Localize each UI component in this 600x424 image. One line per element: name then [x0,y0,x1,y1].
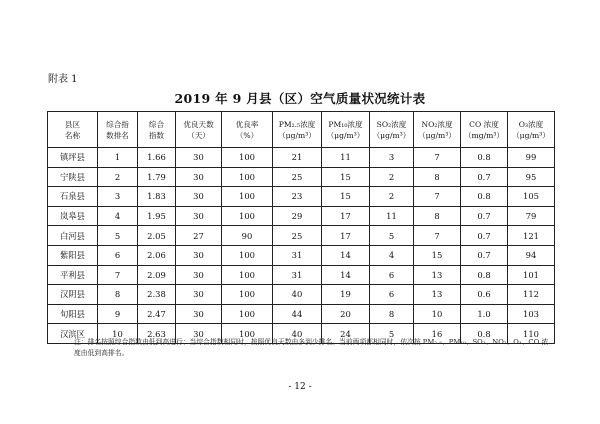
table-cell: 100 [222,324,273,344]
table-cell: 14 [322,245,370,265]
column-header-line: CO 浓度 [469,119,499,129]
table-cell: 5 [370,226,414,246]
table-cell: 103 [508,304,555,324]
table-row [48,206,555,226]
table-row [48,226,555,246]
column-header-line: （μg/m³） [512,130,550,140]
table-cell: 2 [370,167,414,187]
table-cell: 1.79 [138,167,176,187]
table-cell: 30 [176,148,222,168]
table-cell: 31 [273,265,322,285]
column-header-line: （μg/m³） [278,130,316,140]
county-name-cell: 岚皋县 [48,206,98,226]
column-header [508,112,555,148]
table-cell: 9 [98,304,138,324]
table-cell: 1.95 [138,206,176,226]
table-cell: 1.83 [138,187,176,207]
table-cell: 100 [222,148,273,168]
table-cell: 1.66 [138,148,176,168]
column-header-line: （mg/m³） [463,130,505,140]
table-cell: 100 [222,206,273,226]
column-header [370,112,414,148]
appendix-label: 附表 1 [48,74,78,85]
table-cell: 30 [176,245,222,265]
table-cell: 23 [273,187,322,207]
column-header [48,112,98,148]
column-header [461,112,508,148]
table-cell: 30 [176,324,222,344]
table-cell: 8 [98,285,138,305]
table-cell: 30 [176,285,222,305]
column-header-line: （μg/m³） [326,130,365,140]
table-cell: 11 [370,206,414,226]
table-cell: 21 [273,148,322,168]
table-cell: 2 [370,187,414,207]
table-cell: 8 [414,167,461,187]
table-cell: 0.8 [461,265,508,285]
column-header-line: 名称 [64,130,81,140]
table-cell: 15 [414,245,461,265]
column-header-line: 优良率 [235,119,259,129]
table-row [48,245,555,265]
county-name-cell: 白河县 [48,226,98,246]
table-cell: 1 [98,148,138,168]
table-cell: 14 [322,265,370,285]
table-cell: 2.05 [138,226,176,246]
table-cell: 6 [98,245,138,265]
air-quality-table [47,111,555,344]
table-cell: 30 [176,304,222,324]
column-header-line: 综合 [148,119,165,129]
table-cell: 0.7 [461,206,508,226]
table-cell: 0.8 [461,187,508,207]
table-cell: 27 [176,226,222,246]
column-header-line: 县区 [64,119,81,129]
table-cell: 44 [273,304,322,324]
table-cell: 7 [414,148,461,168]
county-name-cell: 镇坪县 [48,148,98,168]
county-name-cell: 平利县 [48,265,98,285]
table-cell: 1.0 [461,304,508,324]
column-header [138,112,176,148]
county-name-cell: 紫阳县 [48,245,98,265]
table-cell: 25 [273,167,322,187]
column-header [98,112,138,148]
column-header-line: （%） [235,130,259,140]
table-cell: 0.8 [461,148,508,168]
table-cell: 99 [508,148,555,168]
table-cell: 11 [322,148,370,168]
table-cell: 40 [273,285,322,305]
table-cell: 100 [222,245,273,265]
table-cell: 90 [222,226,273,246]
table-cell: 15 [322,187,370,207]
table-row [48,148,555,168]
table-cell: 0.7 [461,226,508,246]
page-title: 2019 年 9 月县（区）空气质量状况统计表 [174,91,426,106]
table-cell: 4 [370,245,414,265]
table-cell: 24 [322,324,370,344]
county-name-cell: 宁陕县 [48,167,98,187]
table-cell: 100 [222,187,273,207]
county-name-cell: 汉阴县 [48,285,98,305]
table-cell: 79 [508,206,555,226]
table-cell: 2 [98,167,138,187]
column-header-line: （μg/m³） [418,130,456,140]
table-cell: 7 [98,265,138,285]
column-header [222,112,273,148]
page-number: - 12 - [288,382,312,392]
table-cell: 5 [98,226,138,246]
table-cell: 13 [414,285,461,305]
table-cell: 2.09 [138,265,176,285]
table-cell: 20 [322,304,370,324]
table-cell: 110 [508,324,555,344]
table-cell: 4 [98,206,138,226]
table-cell: 10 [414,304,461,324]
column-header-line: （天） [187,130,210,140]
column-header-line: O₃浓度 [518,119,544,129]
table-cell: 13 [414,265,461,285]
table-row [48,167,555,187]
table-cell: 29 [273,206,322,226]
table-cell: 2.06 [138,245,176,265]
table-row [48,285,555,305]
table-cell: 2.38 [138,285,176,305]
county-name-cell: 石泉县 [48,187,98,207]
table-cell: 16 [414,324,461,344]
column-header [176,112,222,148]
table-cell: 5 [370,324,414,344]
column-header [273,112,322,148]
table-cell: 0.7 [461,245,508,265]
column-header [414,112,461,148]
table-cell: 17 [322,206,370,226]
table-note: 注：排名按照综合指数由低到高进行；当综合指数相同时，按照优良天数由多到少排名。当前两项都相同时，依次按 PM₂.₅、PM₁₀、SO₂、NO₂、O₃、CO 浓度由低到高排名。 [74,338,549,357]
table-cell: 0.8 [461,324,508,344]
table-cell: 3 [370,148,414,168]
table-cell: 8 [414,206,461,226]
column-header [322,112,370,148]
table-cell: 112 [508,285,555,305]
table-cell: 100 [222,285,273,305]
table-cell: 0.6 [461,285,508,305]
county-name-cell: 汉滨区 [48,324,98,344]
column-header-line: PM₂.₅浓度 [278,119,316,129]
table-cell: 30 [176,187,222,207]
table-row [48,265,555,285]
table-cell: 100 [222,304,273,324]
column-header-line: PM₁₀浓度 [328,119,363,129]
table-cell: 7 [414,226,461,246]
table-cell: 2.47 [138,304,176,324]
table-row [48,304,555,324]
table-row [48,187,555,207]
table-cell: 19 [322,285,370,305]
table-cell: 30 [176,206,222,226]
table-cell: 17 [322,226,370,246]
table-cell: 100 [222,265,273,285]
column-header-line: 指数 [148,130,165,140]
column-header-line: 数排名 [106,130,129,140]
table-cell: 31 [273,245,322,265]
table-cell: 6 [370,285,414,305]
table-cell: 25 [273,226,322,246]
table-cell: 101 [508,265,555,285]
table-cell: 121 [508,226,555,246]
table-body [48,148,555,344]
table-cell: 8 [370,304,414,324]
table-cell: 94 [508,245,555,265]
table-cell: 30 [176,265,222,285]
table-cell: 95 [508,167,555,187]
table-cell: 0.7 [461,167,508,187]
column-header-line: （μg/m³） [372,130,411,140]
table-cell: 15 [322,167,370,187]
table-cell: 10 [98,324,138,344]
table-cell: 105 [508,187,555,207]
column-header-line: 综合指 [106,119,129,129]
table-cell: 30 [176,167,222,187]
table-cell: 7 [414,187,461,207]
table-cell: 40 [273,324,322,344]
county-name-cell: 旬阳县 [48,304,98,324]
table-header-row [48,112,555,148]
column-header-line: SO₂浓度 [376,119,407,129]
table-cell: 3 [98,187,138,207]
column-header-line: 优良天数 [183,119,214,129]
column-header-line: NO₂浓度 [421,119,453,129]
table-cell: 6 [370,265,414,285]
table-cell: 100 [222,167,273,187]
table-cell: 2.63 [138,324,176,344]
